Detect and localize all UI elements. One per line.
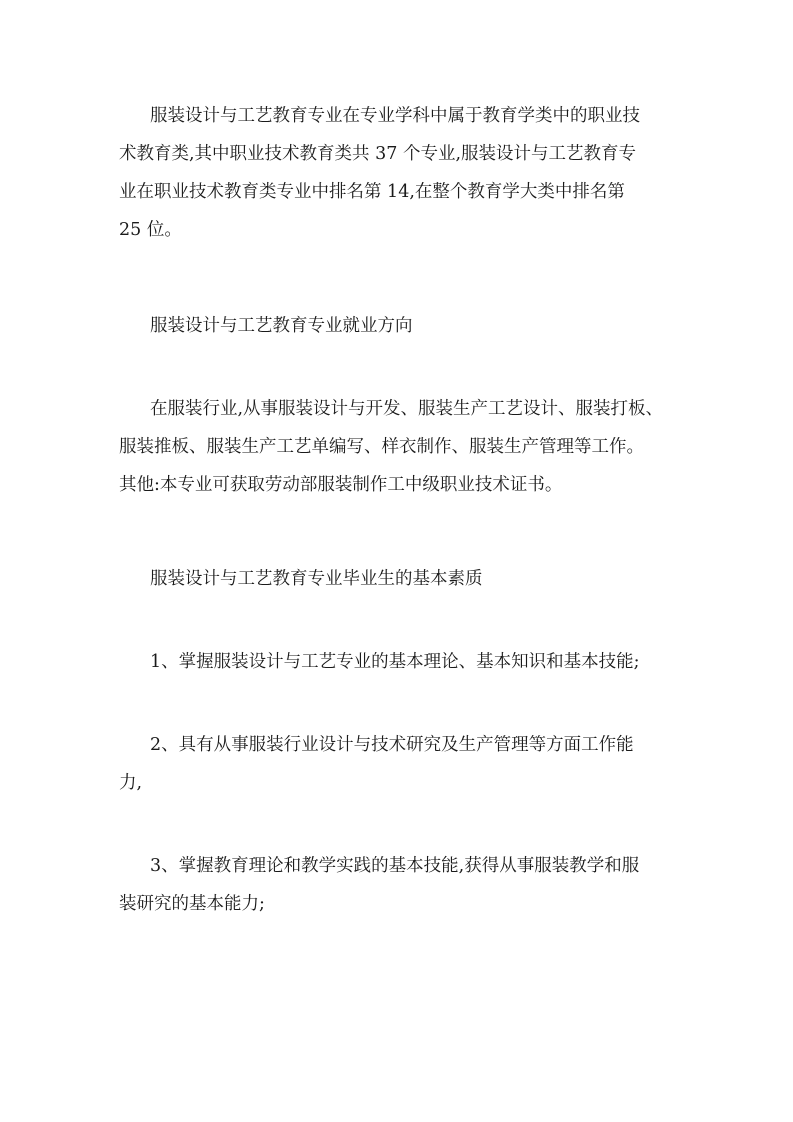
text-line: 服装推板、服装生产工艺单编写、样衣制作、服装生产管理等工作。 bbox=[119, 437, 644, 457]
text-line: 术教育类,其中职业技术教育类共 37 个专业,服装设计与工艺教育专 bbox=[119, 144, 637, 164]
text-line: 1、掌握服装设计与工艺专业的基本理论、基本知识和基本技能; bbox=[150, 652, 640, 672]
text-line: 装研究的基本能力; bbox=[119, 894, 265, 914]
text-line: 25 位。 bbox=[119, 220, 182, 240]
heading-qualities bbox=[119, 560, 679, 598]
list-item-3 bbox=[119, 847, 679, 923]
text-line: 其他:本专业可获取劳动部服装制作工中级职业技术证书。 bbox=[119, 475, 563, 495]
text-line: 力, bbox=[119, 773, 143, 793]
paragraph-employment bbox=[119, 390, 679, 504]
list-item-1 bbox=[119, 643, 679, 681]
text-line: 服装设计与工艺教育专业毕业生的基本素质 bbox=[150, 569, 483, 589]
text-line: 服装设计与工艺教育专业在专业学科中属于教育学类中的职业技 bbox=[150, 106, 640, 126]
text-line: 2、具有从事服装行业设计与技术研究及生产管理等方面工作能 bbox=[150, 735, 634, 755]
text-line: 3、掌握教育理论和教学实践的基本技能,获得从事服装教学和服 bbox=[150, 856, 640, 876]
list-item-2 bbox=[119, 726, 679, 802]
paragraph-ranking bbox=[119, 97, 679, 249]
text-line: 服装设计与工艺教育专业就业方向 bbox=[150, 316, 413, 336]
text-line: 业在职业技术教育类专业中排名第 14,在整个教育学大类中排名第 bbox=[119, 182, 625, 202]
text-line: 在服装行业,从事服装设计与开发、服装生产工艺设计、服装打板、 bbox=[150, 399, 664, 419]
heading-employment bbox=[119, 307, 679, 345]
